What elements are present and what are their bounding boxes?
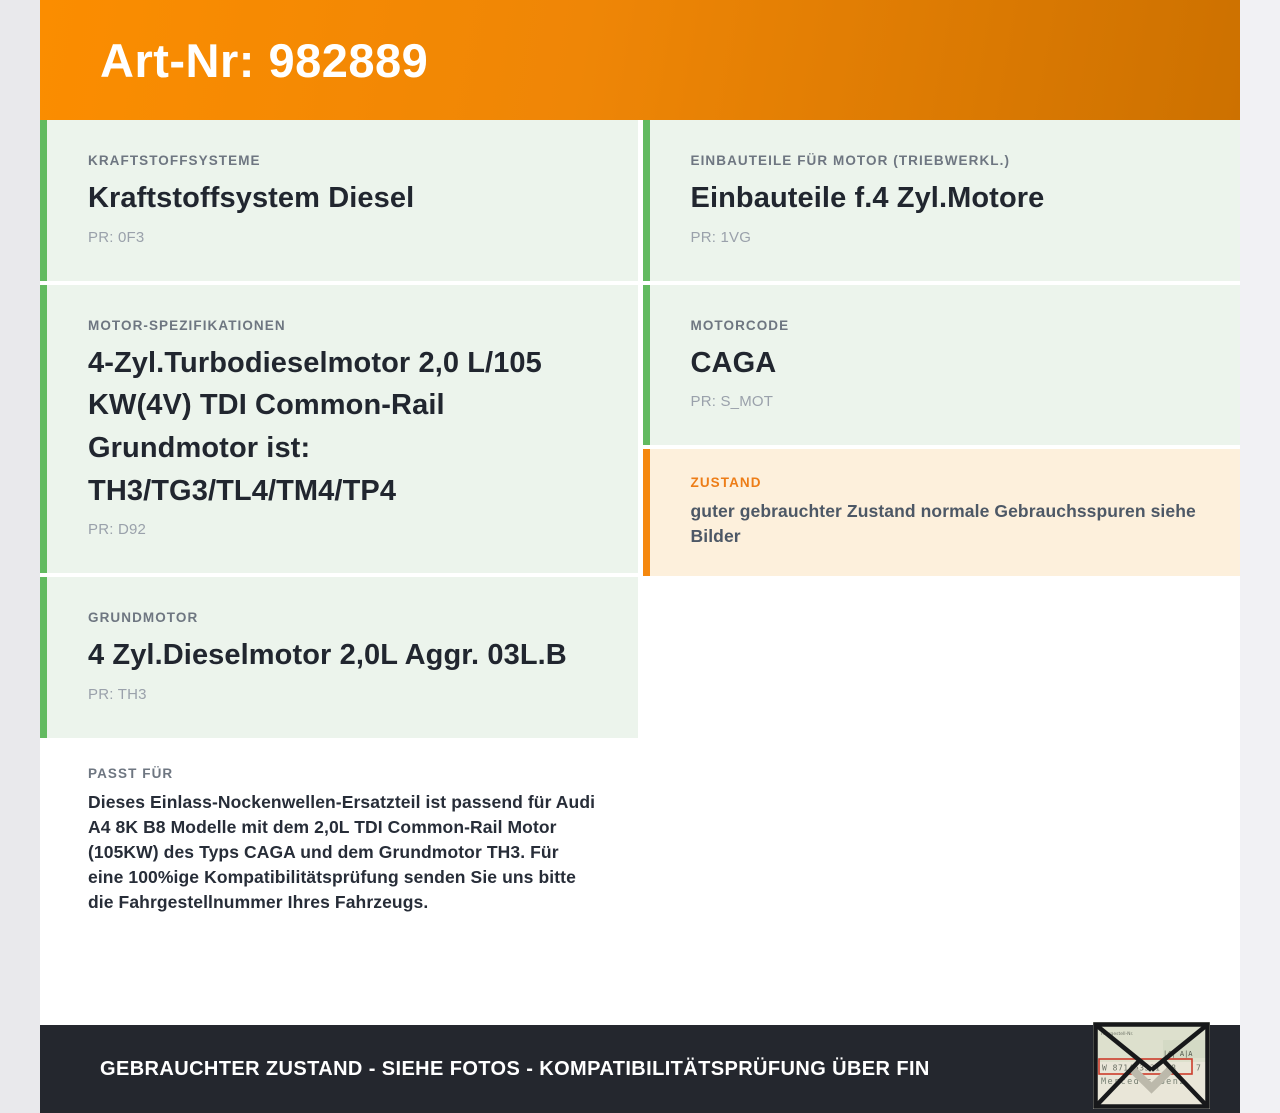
card-title: 4-Zyl.Turbodieselmotor 2,0 L/105 KW(4V) TDI Common-Rail Grundmotor ist: TH3/TG3/TL4/TM4/TP4 [88,346,542,507]
card-label: KRAFTSTOFFSYSTEME [88,153,261,168]
card-title: CAGA [690,346,777,379]
card-pr-code: PR: 1VG [690,228,752,246]
card-zustand [643,449,1241,576]
card-kraftstoffsystem [40,120,638,281]
vin-suffix-text: 7 [1196,1063,1201,1073]
left-column [40,120,638,1025]
spec-grid [40,120,1240,1025]
card-title: Kraftstoffsystem Diesel [88,182,415,214]
card-pr-code: PR: 0F3 [88,228,145,246]
card-title: Einbauteile f.4 Zyl.Motore [690,182,1045,214]
vin-text: W 871463J31 48 [1102,1063,1177,1073]
card-label: GRUNDMOTOR [88,610,199,626]
condition-text: guter gebrauchter Zustand normale Gebrauchsspuren siehe Bilder [690,501,1196,547]
right-column [643,120,1241,1025]
card-label: PASST FÜR [88,765,174,781]
article-number-title: Art-Nr: 982889 [100,33,429,87]
brand-text: Mercedes-Benz [1101,1077,1186,1087]
card-pr-code: PR: S_MOT [690,393,774,411]
card-grundmotor [40,577,638,738]
card-label: EINBAUTEILE FÜR MOTOR (TRIEBWERKL.) [690,153,1011,168]
card-label: MOTOR-SPEZIFIKATIONEN [88,317,286,333]
footer-notice: GEBRAUCHTER ZUSTAND - SIEHE FOTOS - KOMPATIBILITÄTSPRÜFUNG ÜBER FIN [100,1057,930,1080]
card-title: 4 Zyl.Dieselmotor 2,0L Aggr. 03L.B [88,639,567,672]
card-label: MOTORCODE [690,317,790,333]
card-pr-code: PR: TH3 [88,685,147,703]
doc-line-text: |4| A|A [1163,1050,1193,1058]
card-passt-fuer [40,742,638,941]
card-label: ZUSTAND [690,475,762,491]
card-einbauteile [643,120,1241,281]
vin-envelope-image [1093,1022,1210,1109]
doc-label-text: Fahrgestell-Nr. [1101,1032,1134,1037]
card-motorcode [643,285,1241,446]
header-banner [40,0,1240,120]
listing-page [40,0,1240,1113]
card-pr-code: PR: D92 [88,521,147,539]
footer-bar [40,1025,1240,1113]
card-motor-spezifikationen [40,285,638,574]
compatibility-text: Dieses Einlass-Nockenwellen-Ersatzteil ist passend für Audi A4 8K B8 Modelle mit dem 2,0L TDI Common-Rail Motor (105KW) des Typs CAGA und dem Grundmotor TH3. Für eine 100%ige Kompatibilitätsprüfung senden Sie uns bitte die Fahrgestellnummer Ihres Fahrzeugs. [88,791,596,912]
